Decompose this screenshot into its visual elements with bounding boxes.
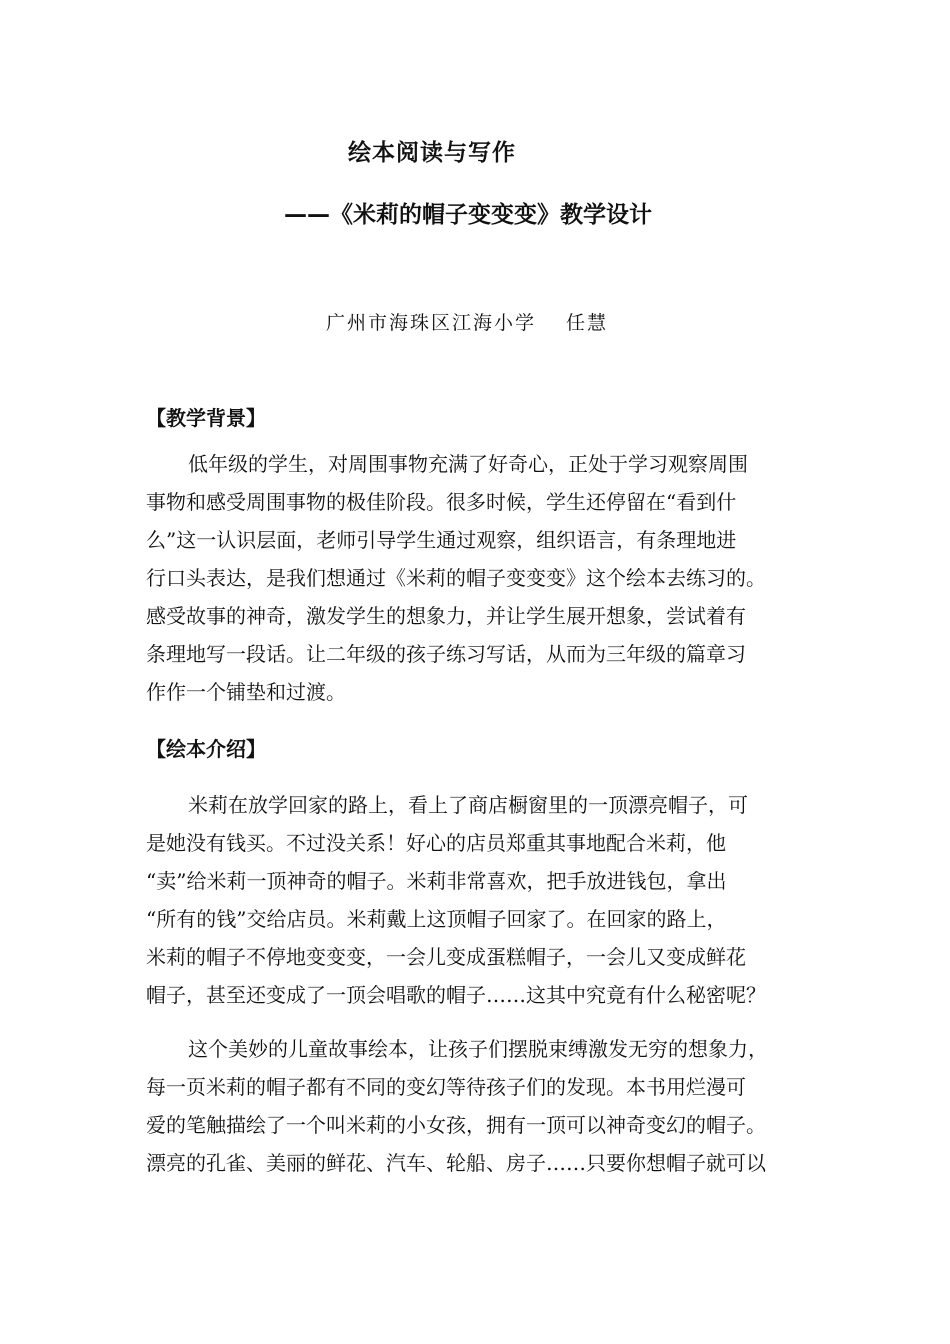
paragraph-line: 事物和感受周围事物的极佳阶段。很多时候，学生还停留在“看到什 <box>146 490 737 514</box>
paragraph-line: 么”这一认识层面，老师引导学生通过观察，组织语言，有条理地进 <box>146 528 737 552</box>
paragraph-line: 作作一个铺垫和过渡。 <box>146 680 346 704</box>
paragraph-line: 是她没有钱买。不过没关系！好心的店员郑重其事地配合米莉，他 <box>146 831 726 855</box>
paragraph-line: 条理地写一段话。让二年级的孩子练习写话，从而为三年级的篇章习 <box>146 642 746 666</box>
paragraph-line: 帽子，甚至还变成了一顶会唱歌的帽子……这其中究竟有什么秘密呢？ <box>146 983 766 1007</box>
paragraph-line: 低年级的学生，对周围事物充满了好奇心，正处于学习观察周围 <box>188 452 748 476</box>
author-line <box>326 308 608 335</box>
paragraph-introduction-1 <box>146 786 816 1014</box>
paragraph-background <box>146 445 816 711</box>
school-name: 广州市海珠区江海小学 <box>326 312 537 334</box>
paragraph-line: 米莉在放学回家的路上，看上了商店橱窗里的一顶漂亮帽子，可 <box>188 793 748 817</box>
paragraph-line: 漂亮的孔雀、美丽的鲜花、汽车、轮船、房子……只要你想帽子就可以 <box>146 1151 766 1175</box>
author-name: 任慧 <box>566 312 609 334</box>
paragraph-line: “卖”给米莉一顶神奇的帽子。米莉非常喜欢，把手放进钱包，拿出 <box>146 869 727 893</box>
paragraph-line: 爱的笔触描绘了一个叫米莉的小女孩，拥有一顶可以神奇变幻的帽子。 <box>146 1113 766 1137</box>
paragraph-line: 行口头表达，是我们想通过《米莉的帽子变变变》这个绘本去练习的。 <box>146 566 766 590</box>
document-title: 绘本阅读与写作 <box>348 140 516 166</box>
paragraph-line: 米莉的帽子不停地变变变，一会儿变成蛋糕帽子，一会儿又变成鲜花 <box>146 945 746 969</box>
section-heading-background: 【教学背景】 <box>146 406 266 430</box>
document-subtitle: ——《米莉的帽子变变变》教学设计 <box>284 202 652 228</box>
paragraph-line: 感受故事的神奇，激发学生的想象力，并让学生展开想象，尝试着有 <box>146 604 746 628</box>
paragraph-introduction-2 <box>146 1030 816 1182</box>
paragraph-line: “所有的钱”交给店员。米莉戴上这顶帽子回家了。在回家的路上， <box>146 907 727 931</box>
paragraph-line: 这个美妙的儿童故事绘本，让孩子们摆脱束缚激发无穷的想象力， <box>188 1037 768 1061</box>
paragraph-line: 每一页米莉的帽子都有不同的变幻等待孩子们的发现。本书用烂漫可 <box>146 1075 746 1099</box>
section-heading-introduction: 【绘本介绍】 <box>146 737 266 761</box>
